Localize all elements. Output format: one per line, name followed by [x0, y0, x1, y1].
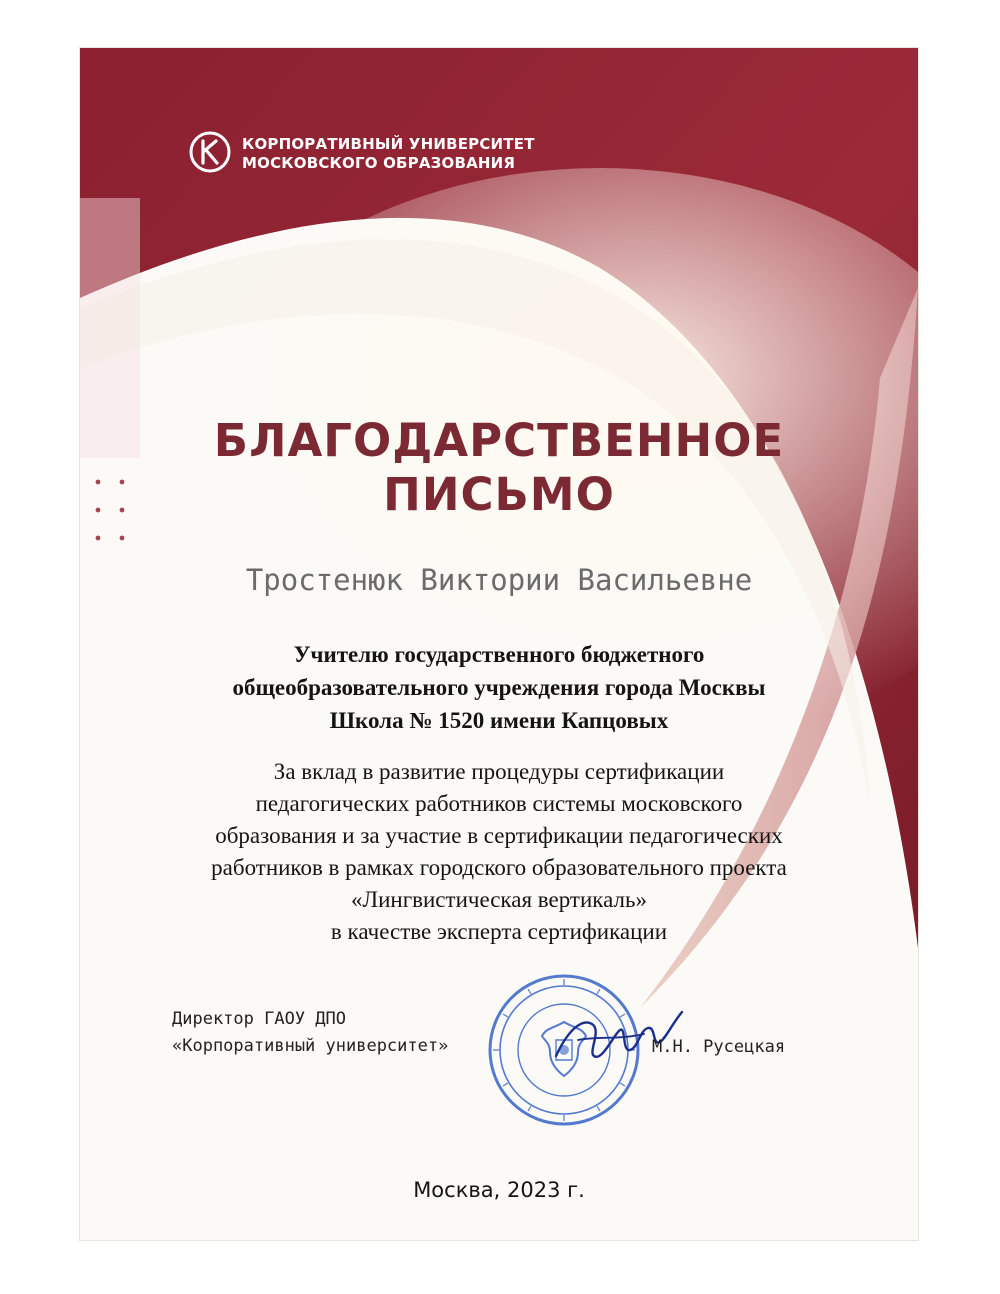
- certificate-page: [80, 48, 918, 1240]
- university-logo-icon: [188, 130, 232, 174]
- logo-line-2: МОСКОВСКОГО ОБРАЗОВАНИЯ: [242, 154, 516, 172]
- recipient-position: [80, 638, 918, 737]
- position-line-1: Учителю государственного бюджетного: [293, 642, 705, 667]
- reason-line-3: образования и за участие в сертификации педагогических: [215, 823, 783, 848]
- signatory-role-line-2: «Корпоративный университет»: [172, 1036, 449, 1056]
- document-title: [80, 414, 918, 522]
- reason-line-1: За вклад в развитие процедуры сертификации: [273, 759, 725, 784]
- position-line-2: общеобразовательного учреждения города Москвы: [232, 675, 766, 700]
- reason-line-6: в качестве эксперта сертификации: [330, 919, 668, 944]
- reason-line-5: «Лингвистическая вертикаль»: [350, 887, 647, 912]
- signatory-role-line-1: Директор ГАОУ ДПО: [172, 1009, 346, 1029]
- place-and-date: Москва, 2023 г.: [413, 1178, 585, 1202]
- university-name: [242, 135, 535, 173]
- recipient-name: Тростенюк Виктории Васильевне: [245, 563, 753, 597]
- signatory-role: [172, 1006, 448, 1060]
- position-line-3: Школа № 1520 имени Капцовых: [329, 708, 669, 733]
- title-line-1: БЛАГОДАРСТВЕННОЕ: [213, 414, 785, 467]
- signatory-name: М.Н. Русецкая: [652, 1037, 786, 1057]
- title-line-2: ПИСЬМО: [383, 468, 615, 521]
- logo-line-1: КОРПОРАТИВНЫЙ УНИВЕРСИТЕТ: [242, 135, 535, 153]
- reason-line-2: педагогических работников системы московского: [255, 791, 743, 816]
- reason-line-4: работников в рамках городского образовательного проекта: [211, 855, 787, 880]
- award-reason: [80, 756, 918, 948]
